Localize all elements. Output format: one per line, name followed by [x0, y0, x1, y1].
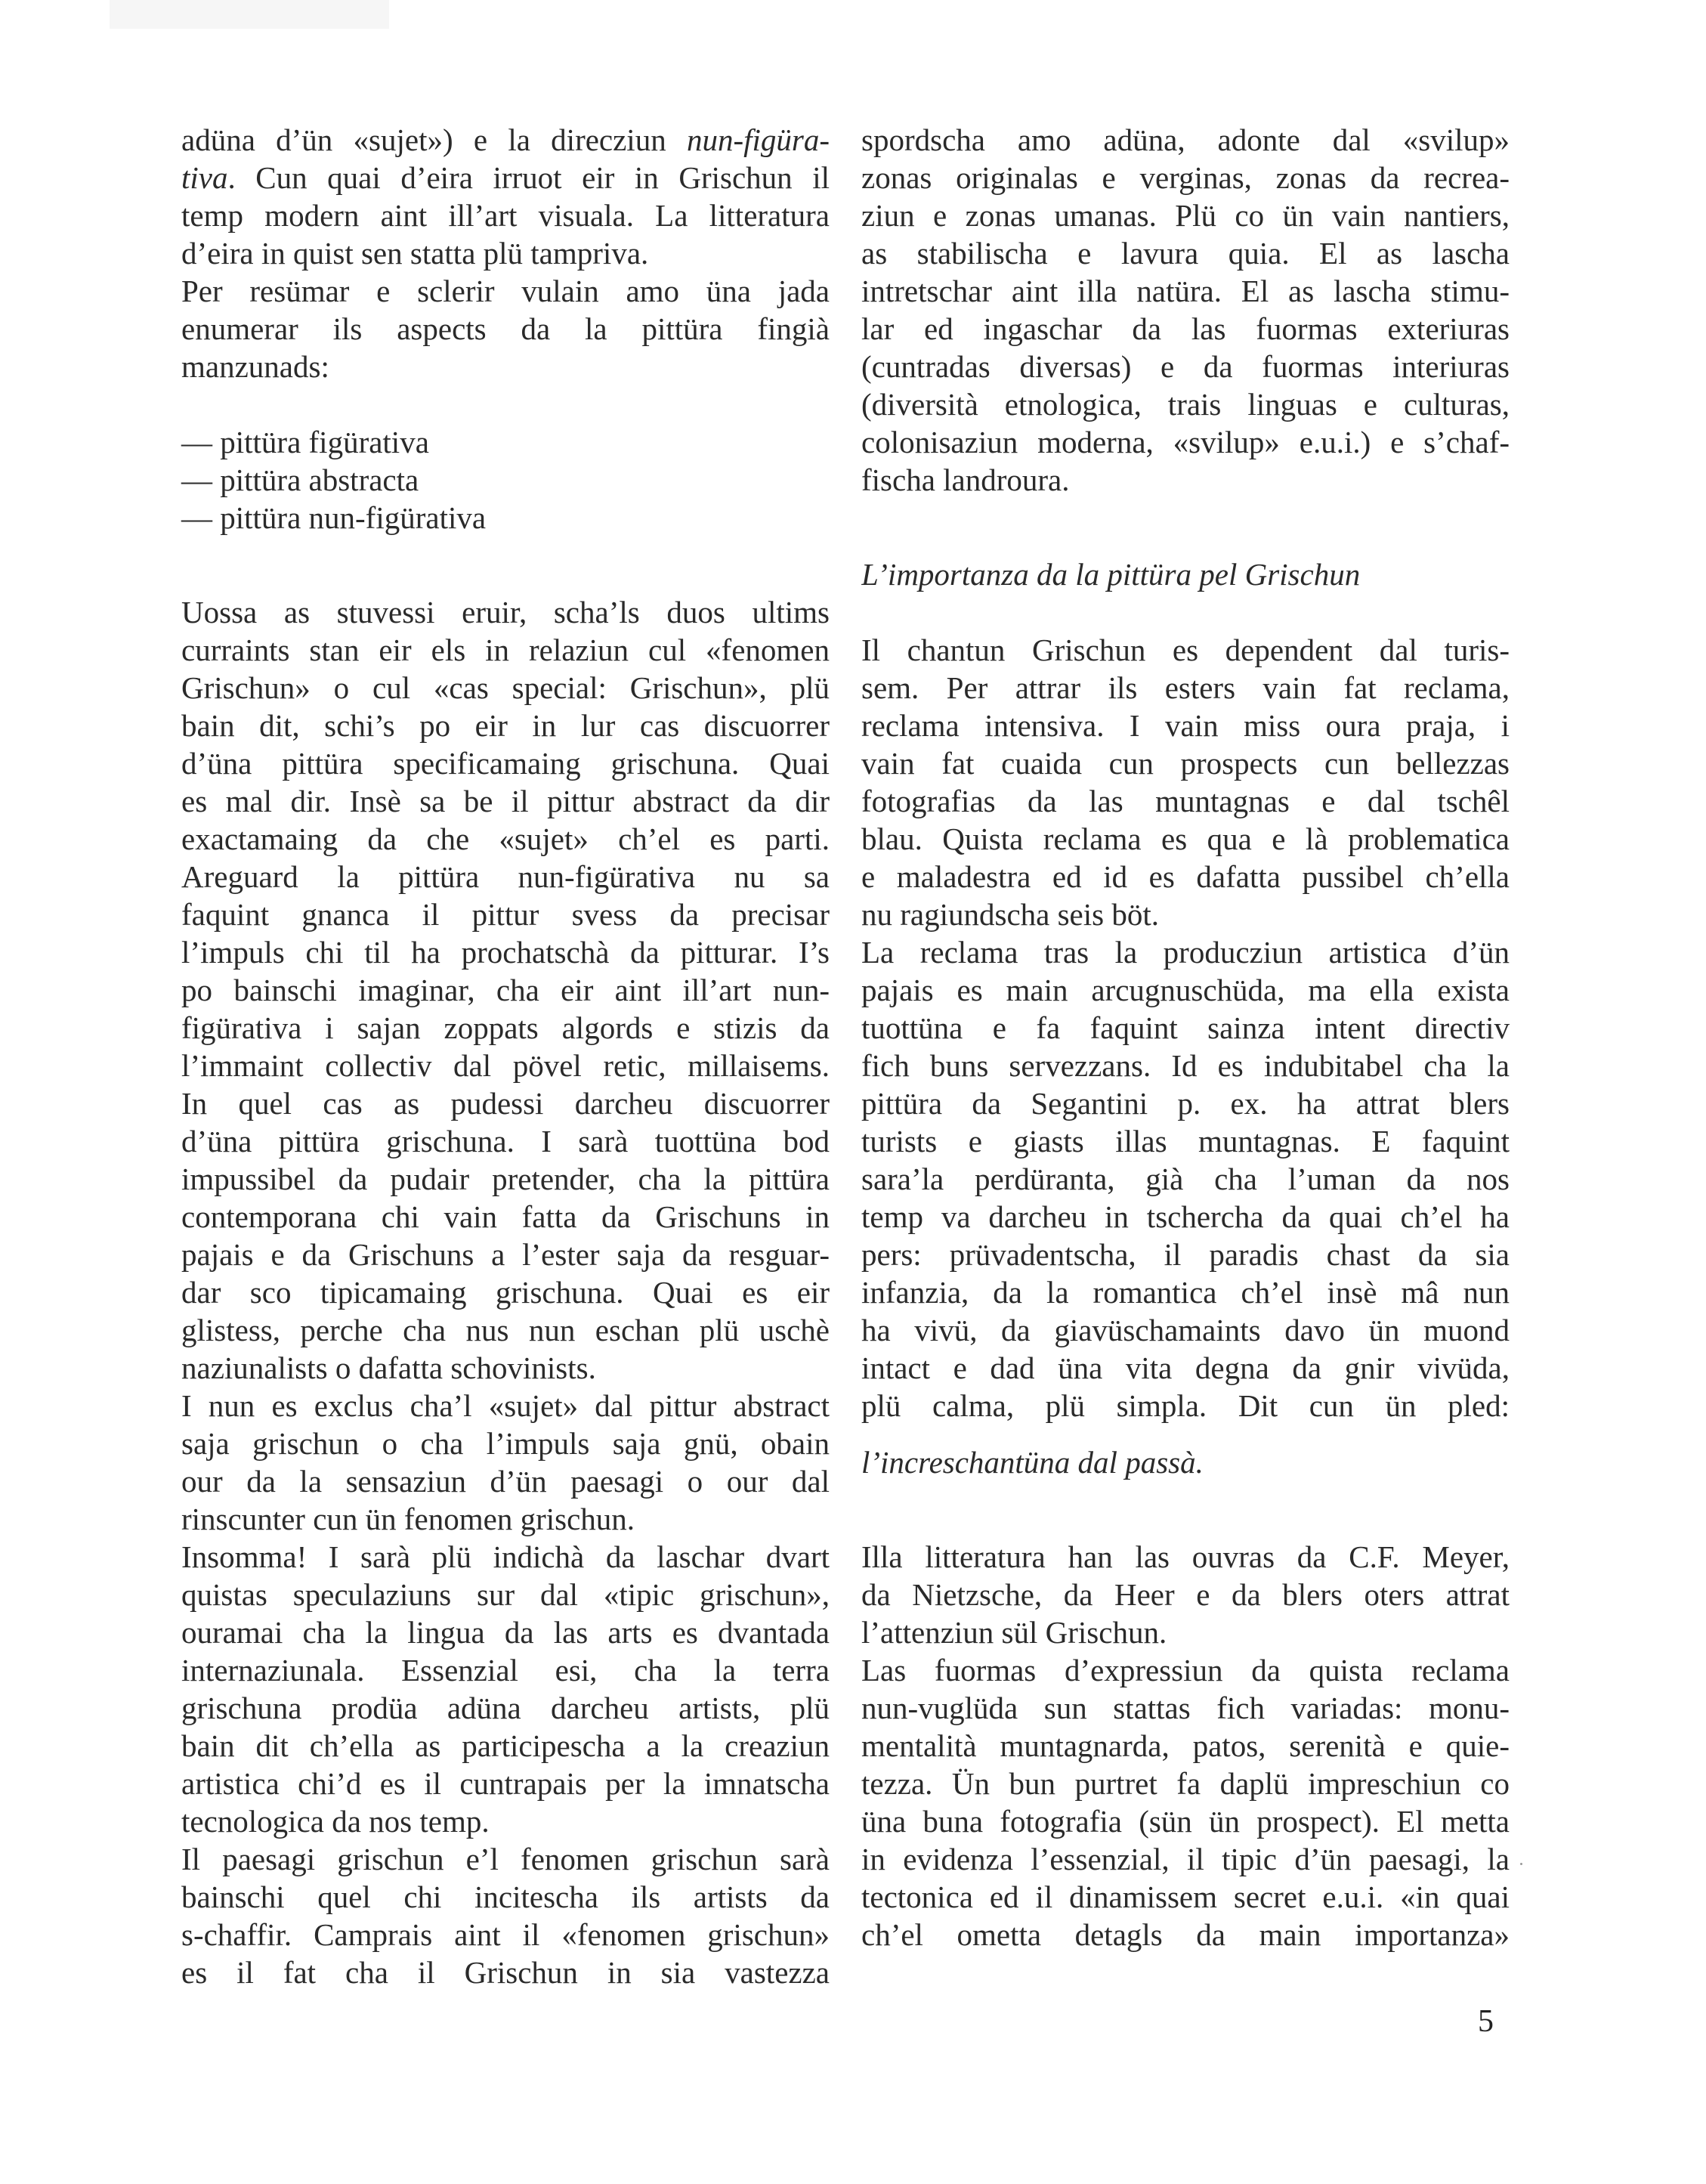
- text-line: bainschi quel chi incitescha ils artists da: [181, 1879, 830, 1914]
- text-line: tuottüna e fa faquint sainza intent directiv: [861, 1010, 1510, 1045]
- text-line: pajais es main arcugnuschüda, ma ella exista: [861, 973, 1510, 1007]
- text-line: da Nietzsche, da Heer e da blers oters attrat: [861, 1577, 1510, 1612]
- text-line: ziun e zonas umanas. Plü co ün vain nantiers,: [861, 198, 1510, 233]
- text-line: naziunalists o dafatta schovinists.: [181, 1350, 596, 1385]
- text-line: Grischun» o cul «cas special: Grischun», plü: [181, 670, 830, 705]
- text-line: manzunads:: [181, 349, 329, 384]
- text-line: nun-vuglüda sun stattas fich variadas: monu-: [861, 1691, 1510, 1725]
- text-line: contemporana chi vain fatta da Grischuns in: [181, 1199, 830, 1234]
- spacer: [861, 537, 1510, 555]
- spacer: [181, 385, 830, 423]
- text-line: [181, 121, 830, 159]
- text-line: vain fat cuaida cun prospects cun bellezzas: [861, 746, 1510, 781]
- text-line: impussibel da pudair pretender, cha la pittüra: [181, 1162, 830, 1196]
- text-line: curraints stan eir els in relaziun cul «fenomen: [181, 633, 830, 667]
- spacer: [861, 1481, 1510, 1519]
- text-line: fischa landroura.: [861, 462, 1070, 497]
- text-line: bain dit ch’ella as participescha a la creaziun: [181, 1728, 830, 1763]
- text-line: Il paesagi grischun e’l fenomen grischun sarà: [181, 1842, 830, 1876]
- text-line: [181, 159, 830, 196]
- text-line: tecnologica da nos temp.: [181, 1804, 490, 1839]
- text-line: Uossa as stuvessi eruir, scha’ls duos ultims: [181, 595, 830, 630]
- text-line: saja grischun o cha l’impuls saja gnü, obain: [181, 1426, 830, 1461]
- text-line: fich buns servezzans. Id es indubitabel cha la: [861, 1048, 1510, 1083]
- text-line: glistess, perche cha nus nun eschan plü uschè: [181, 1313, 830, 1347]
- list-item: — pittüra figürativa: [181, 425, 429, 459]
- text-line: s-chaffir. Camprais aint il «fenomen grischun»: [181, 1917, 830, 1952]
- text-line: In quel cas as pudessi darcheu discuorrer: [181, 1086, 830, 1121]
- paragraph-summary: [181, 272, 830, 385]
- text-line: rinscunter cun ün fenomen grischun.: [181, 1502, 635, 1536]
- paragraph-paesagi: [181, 1840, 830, 1991]
- aspects-list: [181, 423, 830, 537]
- paragraph-insomma: [181, 1538, 830, 1840]
- spacer: [181, 574, 830, 593]
- text-line: [181, 234, 830, 272]
- text-line: bain dit, schi’s po eir in lur cas discuorrer: [181, 708, 830, 743]
- text-line: l’immaint collectiv dal pövel retic, millaisems.: [181, 1048, 830, 1083]
- text-line: pajais e da Grischuns a l’ester saja da resguar-: [181, 1237, 830, 1272]
- text-line: pers: prüvadentscha, il paradis chast da sia: [861, 1237, 1510, 1272]
- text-line: sara’la perdüranta, già cha l’uman da nos: [861, 1162, 1510, 1196]
- text-line: sem. Per attrar ils esters vain fat reclama,: [861, 670, 1510, 705]
- text-line: mentalità muntagnarda, patos, serenità e quie-: [861, 1728, 1510, 1763]
- text-line: Areguard la pittüra nun-figürativa nu sa: [181, 859, 830, 894]
- text-line: [181, 196, 830, 234]
- text-line: intretschar aint illa natüra. El as lascha stimu-: [861, 274, 1510, 308]
- paragraph-sujet: [181, 1387, 830, 1538]
- scan-artifact: [110, 0, 389, 29]
- page-number: 5: [1478, 2004, 1494, 2039]
- text-line: our da la sensaziun d’ün paesagi o our dal: [181, 1464, 830, 1499]
- text-segment: d’eira in quist sen statta plü tampriva.: [181, 236, 649, 271]
- text-line: turists e giasts illas muntagnas. E faquint: [861, 1124, 1510, 1159]
- text-line: e maladestra ed id es dafatta pussibel ch’ella: [861, 859, 1510, 894]
- spacer: [861, 1425, 1510, 1443]
- scan-dot: [1520, 1863, 1522, 1865]
- text-line: spordscha amo adüna, adonte dal «svilup»: [861, 122, 1510, 157]
- right-column: [861, 121, 1510, 1954]
- paragraph-currents: [181, 593, 830, 1387]
- text-line: in evidenza l’essenzial, il tipic d’ün paesagi, la: [861, 1842, 1510, 1876]
- text-line: grischuna prodüa adüna darcheu artists, plü: [181, 1691, 830, 1725]
- text-segment: . Cun quai d’eira irruot eir in Grischun il: [227, 160, 830, 195]
- text-line: ch’el ometta detagls da main importanza»: [861, 1917, 1510, 1952]
- spacer: [181, 537, 830, 574]
- text-line: Per resümar e sclerir vulain amo üna jada: [181, 274, 830, 308]
- text-line: exactamaing da che «sujet» ch’el es parti.: [181, 821, 830, 856]
- text-line: d’üna pittüra specificamaing grischuna. Quai: [181, 746, 830, 781]
- paragraph-litteratura: [861, 1538, 1510, 1651]
- text-line: colonisaziun moderna, «svilup» e.u.i.) e s’chaf-: [861, 425, 1510, 459]
- text-line: es il fat cha il Grischun in sia vastezza: [181, 1955, 830, 1990]
- left-column: [181, 121, 830, 1991]
- section-heading: L’importanza da la pittüra pel Grischun: [861, 557, 1361, 592]
- text-line: enumerar ils aspects da la pittüra fingià: [181, 311, 830, 346]
- text-line: reclama intensiva. I vain miss oura praja, i: [861, 708, 1510, 743]
- text-line: d’üna pittüra grischuna. I sarà tuottüna bod: [181, 1124, 830, 1159]
- paragraph-zonas: [861, 121, 1510, 499]
- text-line: faquint gnanca il pittur svess da precisar: [181, 897, 830, 932]
- list-item: — pittüra nun-figürativa: [181, 500, 487, 535]
- list-item: — pittüra abstracta: [181, 462, 419, 497]
- text-line: es mal dir. Insè sa be il pittur abstract da dir: [181, 784, 830, 818]
- text-line: Insomma! I sarà plü indichà da laschar dvart: [181, 1539, 830, 1574]
- paragraph-fuormas: [861, 1651, 1510, 1954]
- text-line: internaziunala. Essenzial esi, cha la terra: [181, 1653, 830, 1687]
- text-line: l’attenziun sül Grischun.: [861, 1615, 1167, 1650]
- paragraph-reclama: [861, 933, 1510, 1425]
- text-line: dar sco tipicamaing grischuna. Quai es eir: [181, 1275, 830, 1310]
- text-line: l’impuls chi til ha prochatschà da pitturar. I’s: [181, 935, 830, 970]
- paragraph-intro: [181, 121, 830, 272]
- paragraph-turissem: [861, 631, 1510, 933]
- text-line: fotografias da las muntagnas e dal tschêl: [861, 784, 1510, 818]
- text-line: ouramai cha la lingua da las arts es dvantada: [181, 1615, 830, 1650]
- text-segment: temp modern aint ill’art visuala. La litteratura: [181, 198, 830, 233]
- spacer: [861, 1519, 1510, 1538]
- spacer: [861, 499, 1510, 537]
- text-line: quistas speculaziuns sur dal «tipic grischun»,: [181, 1577, 830, 1612]
- text-line: (diversità etnologica, trais linguas e culturas,: [861, 387, 1510, 422]
- italic-text: nun-figüra-: [686, 122, 830, 157]
- italic-text: tiva: [181, 160, 228, 195]
- text-line: temp va darcheu in tschercha da quai ch’el ha: [861, 1199, 1510, 1234]
- text-line: üna buna fotografia (sün ün prospect). El metta: [861, 1804, 1510, 1839]
- text-line: artistica chi’d es il cuntrapais per la imnatscha: [181, 1766, 830, 1801]
- text-line: zonas originalas e verginas, zonas da recrea-: [861, 160, 1510, 195]
- italic-quote: l’increschantüna dal passà.: [861, 1445, 1204, 1480]
- text-line: (cuntradas diversas) e da fuormas interiuras: [861, 349, 1510, 384]
- text-line: Il chantun Grischun es dependent dal turis-: [861, 633, 1510, 667]
- text-line: plü calma, plü simpla. Dit cun ün pled:: [861, 1388, 1510, 1423]
- text-line: lar ed ingaschar da las fuormas exteriuras: [861, 311, 1510, 346]
- text-line: infanzia, da la romantica ch’el insè mâ nun: [861, 1275, 1510, 1310]
- text-line: nu ragiundscha seis böt.: [861, 897, 1159, 932]
- text-line: Illa litteratura han las ouvras da C.F. Meyer,: [861, 1539, 1510, 1574]
- text-line: La reclama tras la producziun artistica d’ün: [861, 935, 1510, 970]
- text-line: as stabilischa e lavura quia. El as lascha: [861, 236, 1510, 271]
- text-line: figürativa i sajan zoppats algords e stizis da: [181, 1010, 830, 1045]
- text-line: tezza. Ün bun purtret fa daplü impreschiun co: [861, 1766, 1510, 1801]
- text-line: blau. Quista reclama es qua e là problematica: [861, 821, 1510, 856]
- text-line: po bainschi imaginar, cha eir aint ill’art nun-: [181, 973, 830, 1007]
- text-line: I nun es exclus cha’l «sujet» dal pittur abstract: [181, 1388, 830, 1423]
- spacer: [861, 593, 1510, 631]
- text-line: ha vivü, da giavüschamaints davo ün muond: [861, 1313, 1510, 1347]
- text-line: intact e dad üna vita degna da gnir vivüda,: [861, 1350, 1510, 1385]
- text-segment: adüna d’ün «sujet») e la direcziun: [181, 122, 687, 157]
- text-line: pittüra da Segantini p. ex. ha attrat blers: [861, 1086, 1510, 1121]
- text-line: Las fuormas d’expressiun da quista reclama: [861, 1653, 1510, 1687]
- text-line: tectonica ed il dinamissem secret e.u.i. «in quai: [861, 1879, 1510, 1914]
